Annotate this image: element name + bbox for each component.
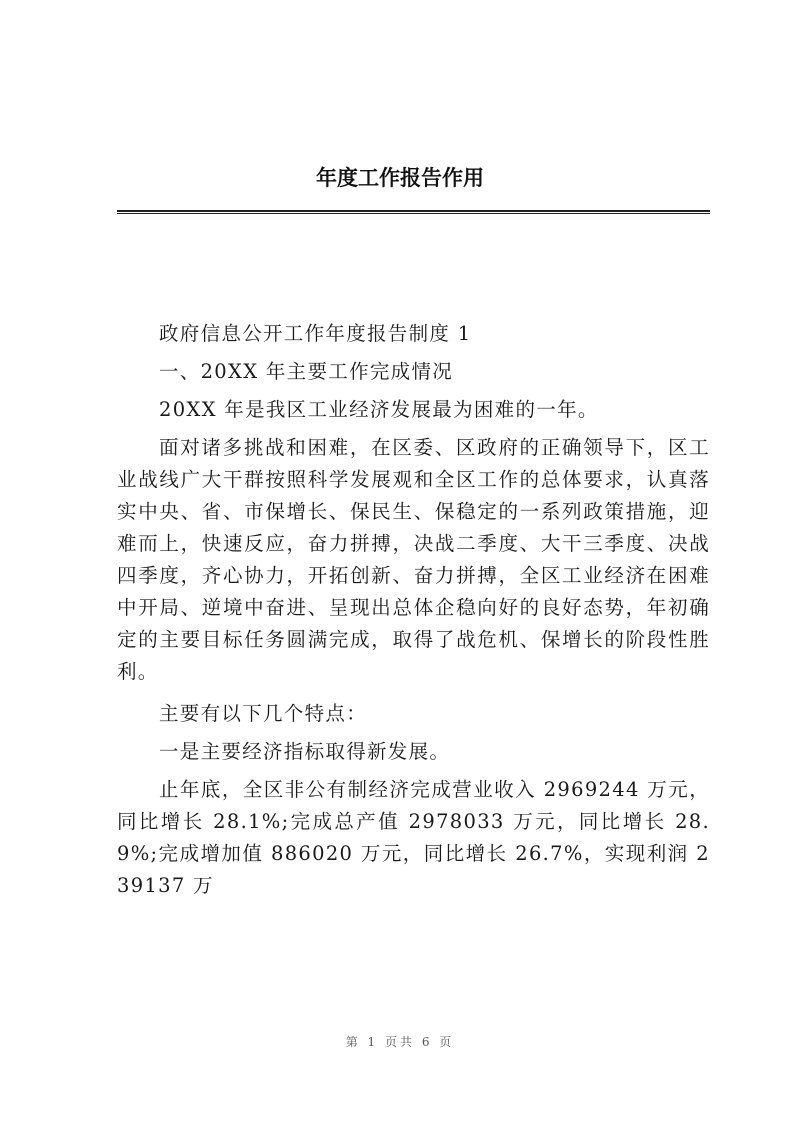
paragraph: 面对诸多挑战和困难，在区委、区政府的正确领导下，区工业战线广大干群按照科学发展观和全区工作的总体要求，认真落实中央、省、市保增长、保民生、保稳定的一系列政策措施，迎难而上，快速反应，奋力拼搏，决战二季度、大干三季度、决战四季度，齐心协力，开拓创新、奋力拼搏，全区工业经济在困难中开局、逆境中奋进、呈现出总体企稳向好的良好态势，年初确定的主要目标任务圆满完成，取得了战危机、保增长的阶段性胜利。: [117, 436, 710, 683]
section-heading: 一、20XX 年主要工作完成情况: [159, 360, 454, 383]
paragraph-heading: 政府信息公开工作年度报告制度 1: [159, 322, 472, 345]
paragraph: 主要有以下几个特点：: [159, 702, 368, 725]
title-divider: [117, 210, 710, 214]
page-footer: 第 1 页共 6 页: [345, 1035, 455, 1049]
paragraph: 一是主要经济指标取得新发展。: [159, 740, 451, 763]
document-body: [117, 318, 710, 912]
page-title: 年度工作报告作用: [316, 166, 484, 190]
paragraph: 20XX 年是我区工业经济发展最为困难的一年。: [159, 398, 599, 421]
paragraph: 止年底，全区非公有制经济完成营业收入 2969244 万元，同比增长 28.1%;完成总产值 2978033 万元，同比增长 28.9%;完成增加值 886020 万元，同比增长 26.7%，实现利润 239137 万: [117, 778, 710, 897]
